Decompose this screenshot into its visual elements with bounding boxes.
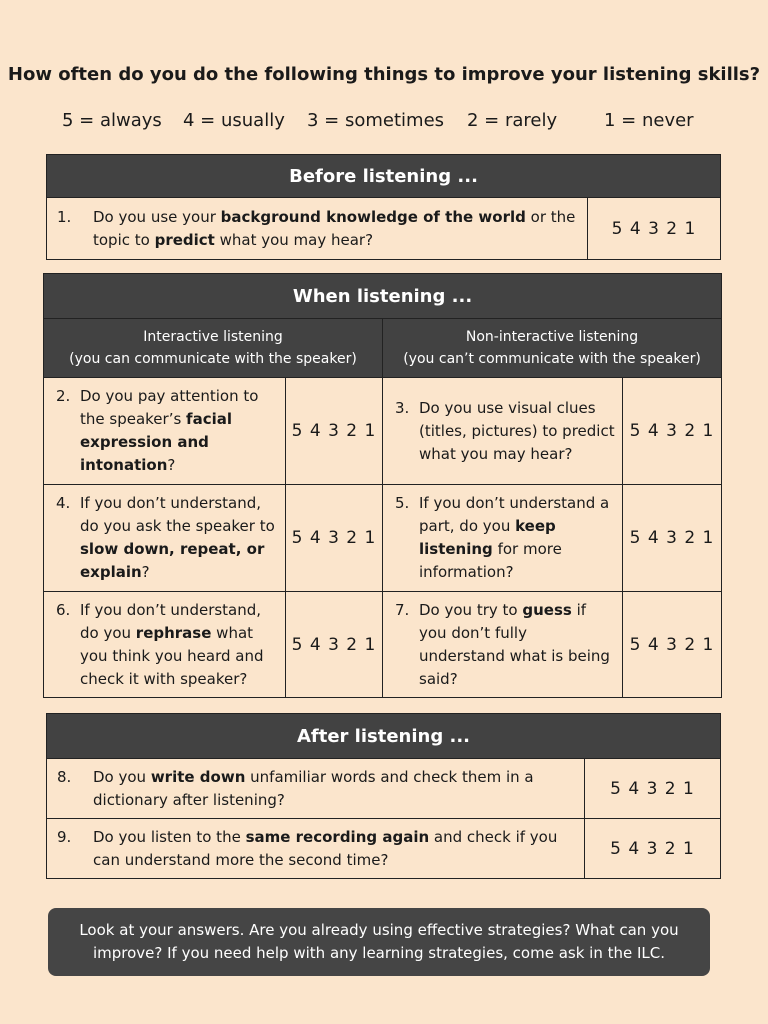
question-5-rating[interactable]: 5 4 3 2 1 [623, 485, 722, 592]
question-1: 1. Do you use your background knowledge of the world or the topic to predict what you may hear? [47, 198, 588, 260]
question-3-text: Do you use visual clues (titles, pictures) to predict what you may hear? [419, 398, 615, 463]
footer-note [48, 908, 710, 976]
question-3: 3. Do you use visual clues (titles, pictures) to predict what you may hear? [383, 378, 623, 485]
footer-text: Look at your answers. Are you already using effective strategies? What can you improve? If you need help with any learning strategies, come ask in the ILC. [79, 921, 679, 962]
scale-always: 5 = always [62, 110, 162, 131]
question-9: 9. Do you listen to the same recording again and check if you can understand more the second time? [47, 819, 585, 879]
question-5-text: If you don’t understand a part, do you keep listening for more information? [419, 494, 610, 581]
question-7: 7. Do you try to guess if you don’t fully understand what is being said? [383, 592, 623, 698]
question-6-text: If you don’t understand, do you rephrase what you think you heard and check it with speaker? [80, 600, 264, 688]
question-2: 2. Do you pay attention to the speaker’s facial expression and intonation? [44, 378, 286, 485]
scale-usually: 4 = usually [183, 110, 285, 131]
question-7-rating[interactable]: 5 4 3 2 1 [623, 592, 722, 698]
question-8-rating[interactable]: 5 4 3 2 1 [585, 759, 721, 819]
question-7-text: Do you try to guess if you don’t fully understand what is being said? [419, 600, 610, 688]
question-9-text: Do you listen to the same recording again and check if you can understand more the second time? [93, 827, 558, 869]
after-listening-table [46, 713, 721, 879]
when-listening-table [43, 273, 722, 698]
question-1-rating[interactable]: 5 4 3 2 1 [588, 198, 721, 260]
question-6-rating[interactable]: 5 4 3 2 1 [286, 592, 383, 698]
when-listening-header: When listening ... [44, 274, 722, 319]
scale-never: 1 = never [604, 110, 694, 131]
question-4-rating[interactable]: 5 4 3 2 1 [286, 485, 383, 592]
question-1-text: Do you use your background knowledge of the world or the topic to predict what you may hear? [93, 207, 576, 249]
scale-sometimes: 3 = sometimes [307, 110, 445, 131]
interactive-listening-header: Interactive listening (you can communicate with the speaker) [44, 319, 383, 378]
question-8: 8. Do you write down unfamiliar words and check them in a dictionary after listening? [47, 759, 585, 819]
question-8-text: Do you write down unfamiliar words and check them in a dictionary after listening? [93, 767, 534, 809]
question-2-text: Do you pay attention to the speaker’s facial expression and intonation? [80, 387, 259, 474]
after-listening-header: After listening ... [47, 714, 721, 759]
scale-rarely: 2 = rarely [467, 110, 558, 131]
question-5: 5. If you don’t understand a part, do you keep listening for more information? [383, 485, 623, 592]
question-6: 6. If you don’t understand, do you rephrase what you think you heard and check it with speaker? [44, 592, 286, 698]
question-4-text: If you don’t understand, do you ask the speaker to slow down, repeat, or explain? [80, 494, 275, 581]
page-title: How often do you do the following things to improve your listening skills? [7, 64, 761, 85]
rating-scale-legend [58, 110, 698, 134]
question-4: 4. If you don’t understand, do you ask the speaker to slow down, repeat, or explain? [44, 485, 286, 592]
question-9-rating[interactable]: 5 4 3 2 1 [585, 819, 721, 879]
noninteractive-listening-header: Non-interactive listening (you can’t communicate with the speaker) [383, 319, 722, 378]
question-2-rating[interactable]: 5 4 3 2 1 [286, 378, 383, 485]
before-listening-header: Before listening ... [47, 155, 721, 198]
question-3-rating[interactable]: 5 4 3 2 1 [623, 378, 722, 485]
before-listening-table [46, 154, 721, 260]
